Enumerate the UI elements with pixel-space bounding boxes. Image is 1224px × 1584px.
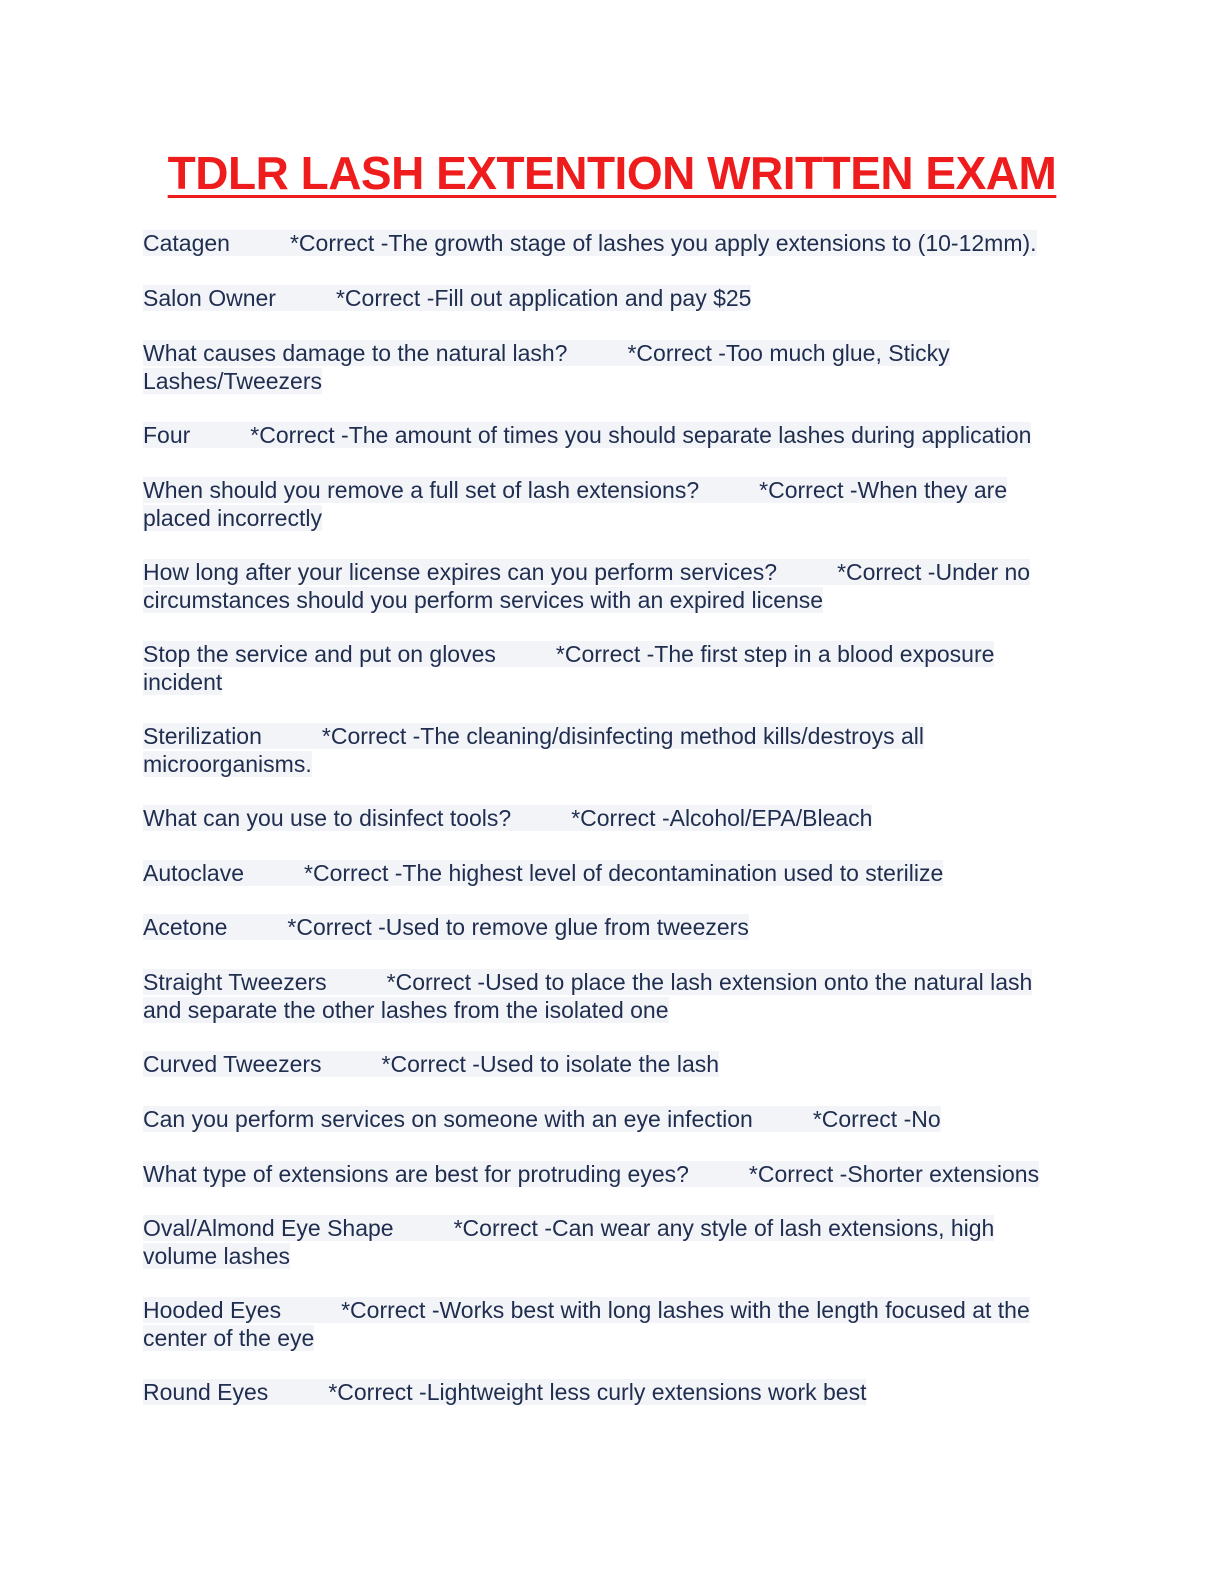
answer-text: *Correct -Lightweight less curly extensions work best <box>328 1379 867 1405</box>
document-title: TDLR LASH EXTENTION WRITTEN EXAM <box>167 147 1057 199</box>
qa-item <box>143 285 1073 313</box>
question-text: Four <box>143 422 191 448</box>
qa-item <box>143 422 1073 450</box>
qa-item <box>143 1161 1073 1189</box>
question-text: Straight Tweezers <box>143 969 327 995</box>
question-text: When should you remove a full set of lash extensions? <box>143 477 700 503</box>
answer-text: *Correct -Works best with long lashes with the length focused at the center of the eye <box>143 1297 1030 1351</box>
question-text: Round Eyes <box>143 1379 269 1405</box>
answer-text: *Correct -When they are placed incorrectly <box>143 477 1008 531</box>
answer-text: *Correct -Alcohol/EPA/Bleach <box>571 805 873 831</box>
answer-text: *Correct -Used to isolate the lash <box>381 1051 720 1077</box>
qa-item <box>143 860 1073 888</box>
qa-item <box>143 1051 1073 1079</box>
answer-text: *Correct -Used to place the lash extension onto the natural lash and separate the other lashes from the isolated one <box>143 969 1033 1023</box>
question-text: Salon Owner <box>143 285 276 311</box>
answer-text: *Correct -The amount of times you should separate lashes during application <box>250 422 1032 448</box>
qa-item <box>143 914 1073 942</box>
question-text: Can you perform services on someone with an eye infection <box>143 1106 753 1132</box>
answer-text: *Correct -No <box>812 1106 941 1132</box>
answer-text: *Correct -Can wear any style of lash extensions, high volume lashes <box>143 1215 995 1269</box>
qa-item <box>143 230 1073 258</box>
answer-text: *Correct -Used to remove glue from tweezers <box>287 914 749 940</box>
question-text: What type of extensions are best for protruding eyes? <box>143 1161 689 1187</box>
question-text: What causes damage to the natural lash? <box>143 340 568 366</box>
question-text: Autoclave <box>143 860 245 886</box>
question-text: Acetone <box>143 914 228 940</box>
answer-text: *Correct -The highest level of decontamination used to sterilize <box>304 860 944 886</box>
question-text: What can you use to disinfect tools? <box>143 805 512 831</box>
answer-text: *Correct -The cleaning/disinfecting method kills/destroys all microorganisms. <box>143 723 924 777</box>
answer-text: *Correct -The first step in a blood exposure incident <box>143 641 995 695</box>
answer-text: *Correct -The growth stage of lashes you apply extensions to (10-12mm). <box>289 230 1037 256</box>
answer-text: *Correct -Shorter extensions <box>748 1161 1040 1187</box>
qa-item <box>143 1379 1073 1407</box>
question-text: How long after your license expires can you perform services? <box>143 559 778 585</box>
question-text: Catagen <box>143 230 230 256</box>
qa-item <box>143 1106 1073 1134</box>
answer-text: *Correct -Fill out application and pay $25 <box>335 285 752 311</box>
qa-item <box>143 1297 1073 1352</box>
question-text: Hooded Eyes <box>143 1297 282 1323</box>
qa-item <box>143 805 1073 833</box>
question-text: Curved Tweezers <box>143 1051 322 1077</box>
qa-item <box>143 641 1073 696</box>
qa-item <box>143 559 1073 614</box>
question-text: Oval/Almond Eye Shape <box>143 1215 394 1241</box>
question-text: Sterilization <box>143 723 262 749</box>
qa-item <box>143 477 1073 532</box>
qa-item <box>143 1215 1073 1270</box>
qa-item <box>143 969 1073 1024</box>
question-text: Stop the service and put on gloves <box>143 641 496 667</box>
qa-item <box>143 723 1073 778</box>
qa-item <box>143 340 1073 395</box>
answer-text: *Correct -Under no circumstances should you perform services with an expired license <box>143 559 1031 613</box>
answer-text: *Correct -Too much glue, Sticky Lashes/Tweezers <box>143 340 950 394</box>
